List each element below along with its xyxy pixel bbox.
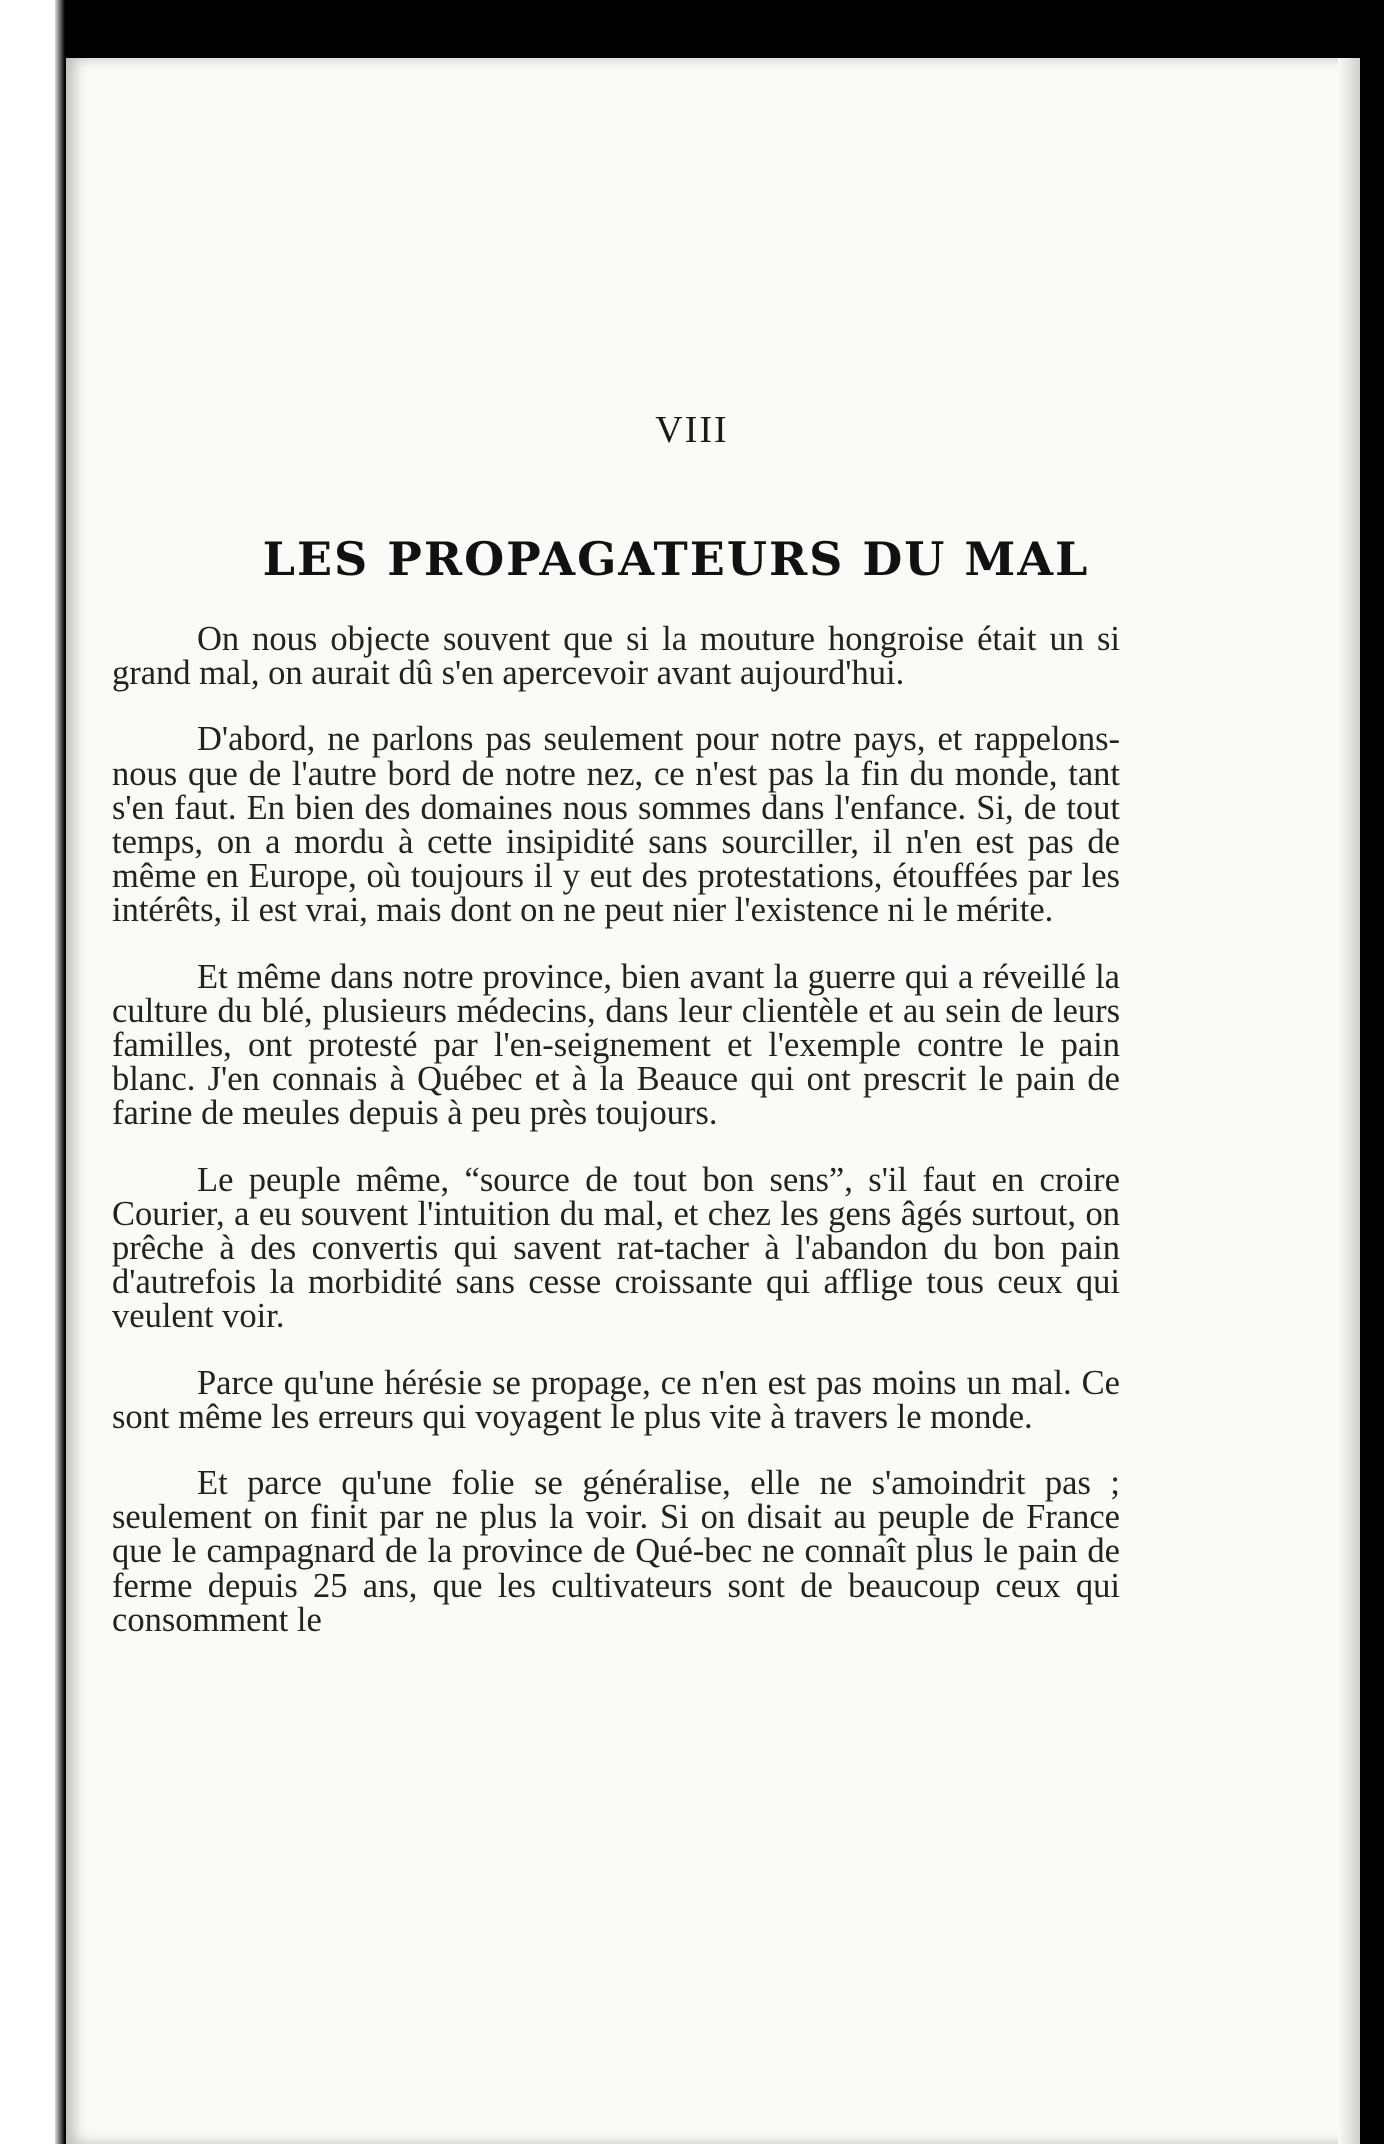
- paragraph: D'abord, ne parlons pas seulement pour notre pays, et rappelons-nous que de l'autre bord de notre nez, ce n'est pas la fin du monde, tant s'en faut. En bien des domaines nous sommes dans l'enfance. Si, de tout temps, on a mordu à cette insipidité sans sourciller, il n'en est pas de même en Europe, où toujours il y eut des protestations, étouffées par les intérêts, il est vrai, mais dont on ne peut nier l'existence ni le mérite.: [112, 720, 1120, 930]
- chapter-number: VIII: [655, 409, 729, 451]
- page-right-edge: [1338, 58, 1360, 2144]
- paragraph: Parce qu'une hérésie se propage, ce n'en est pas moins un mal. Ce sont même les erreurs qui voyagent le plus vite à travers le monde.: [112, 1363, 1120, 1436]
- paragraph: Le peuple même, “source de tout bon sens”, s'il faut en croire Courier, a eu souvent l'intuition du mal, et chez les gens âgés surtout, on prêche à des convertis qui savent rat-tacher à l'abandon du bon pain d'autrefois la morbidité sans cesse croissante qui afflige tous ceux qui veulent voir.: [112, 1160, 1120, 1336]
- paragraph: Et parce qu'une folie se généralise, elle ne s'amoindrit pas ; seulement on finit par ne plus la voir. Si on disait au peuple de France que le campagnard de la province de Qué-bec ne connaît plus le pain de ferme depuis 25 ans, que les cultivateurs sont de beaucoup ceux qui consomment le: [112, 1464, 1120, 1639]
- chapter-title: LES PROPAGATEURS DU MAL: [262, 532, 1090, 586]
- previous-page-edge: [0, 0, 62, 2144]
- paragraph: On nous objecte souvent que si la mouture hongroise était un si grand mal, on aurait dû s'en apercevoir avant aujourd'hui.: [112, 620, 1120, 693]
- chapter-body: [112, 622, 1120, 1669]
- book-gutter-shadow: [55, 0, 65, 2144]
- paragraph: Et même dans notre province, bien avant la guerre qui a réveillé la culture du blé, plusieurs médecins, dans leur clientèle et au sein de leurs familles, ont protesté par l'en-seignement et l'exemple contre le pain blanc. J'en connais à Québec et à la Beauce qui ont prescrit le pain de farine de meules depuis à peu près toujours.: [112, 957, 1120, 1133]
